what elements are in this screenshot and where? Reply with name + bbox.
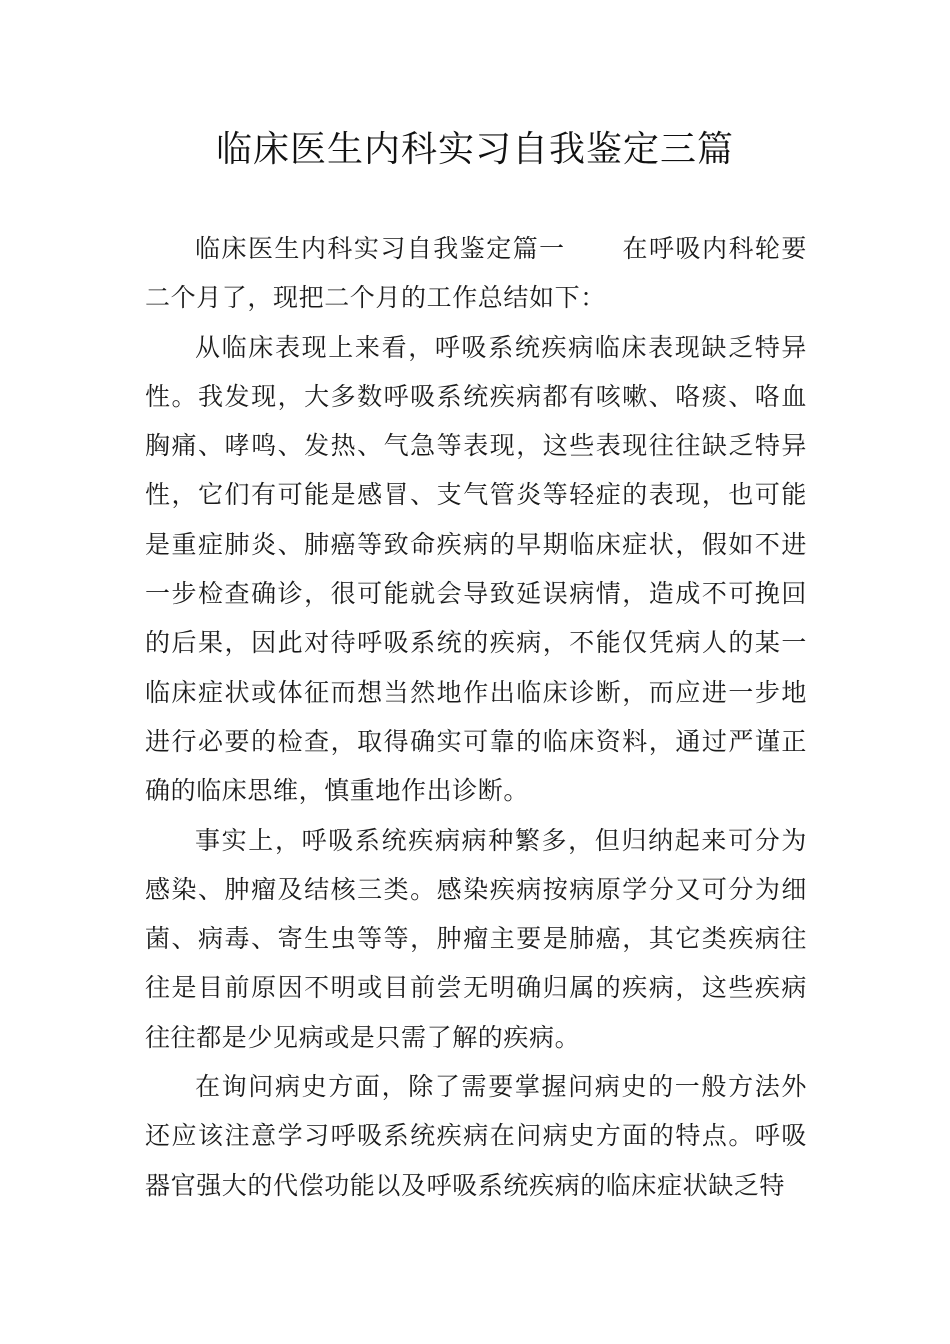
paragraph-1: 从临床表现上来看，呼吸系统疾病临床表现缺乏特异性。我发现，大多数呼吸系统疾病都有咳嗽、咯痰、咯血胸痛、哮鸣、发热、气急等表现，这些表现往往缺乏特异性，它们有可能是感冒、支气管炎等轻症的表现，也可能是重症肺炎、肺癌等致命疾病的早期临床症状，假如不进一步检查确诊，很可能就会导致延误病情，造成不可挽回的后果，因此对待呼吸系统的疾病，不能仅凭病人的某一临床症状或体征而想当然地作出临床诊断，而应进一步地进行必要的检查，取得确实可靠的临床资料，通过严谨正确的临床思维，慎重地作出诊断。 [145, 332, 807, 806]
paragraph-2: 事实上，呼吸系统疾病病种繁多，但归纳起来可分为感染、肿瘤及结核三类。感染疾病按病原学分又可分为细菌、病毒、寄生虫等等，肿瘤主要是肺癌，其它类疾病往往是目前原因不明或目前尝无明确归属的疾病，这些疾病往往都是少见病或是只需了解的疾病。 [145, 825, 807, 1052]
document-body [145, 224, 807, 1210]
intro-text: 在呼吸内科轮要二个月了，现把二个月的工作总结如下： [145, 234, 808, 313]
intro-paragraph [145, 224, 807, 323]
section-heading: 临床医生内科实习自我鉴定篇一 [195, 234, 566, 263]
document-title: 临床医生内科实习自我鉴定三篇 [215, 129, 734, 170]
paragraph-3: 在询问病史方面，除了需要掌握问病史的一般方法外还应该注意学习呼吸系统疾病在问病史方面的特点。呼吸器官强大的代偿功能以及呼吸系统疾病的临床症状缺乏特 [145, 1072, 807, 1200]
